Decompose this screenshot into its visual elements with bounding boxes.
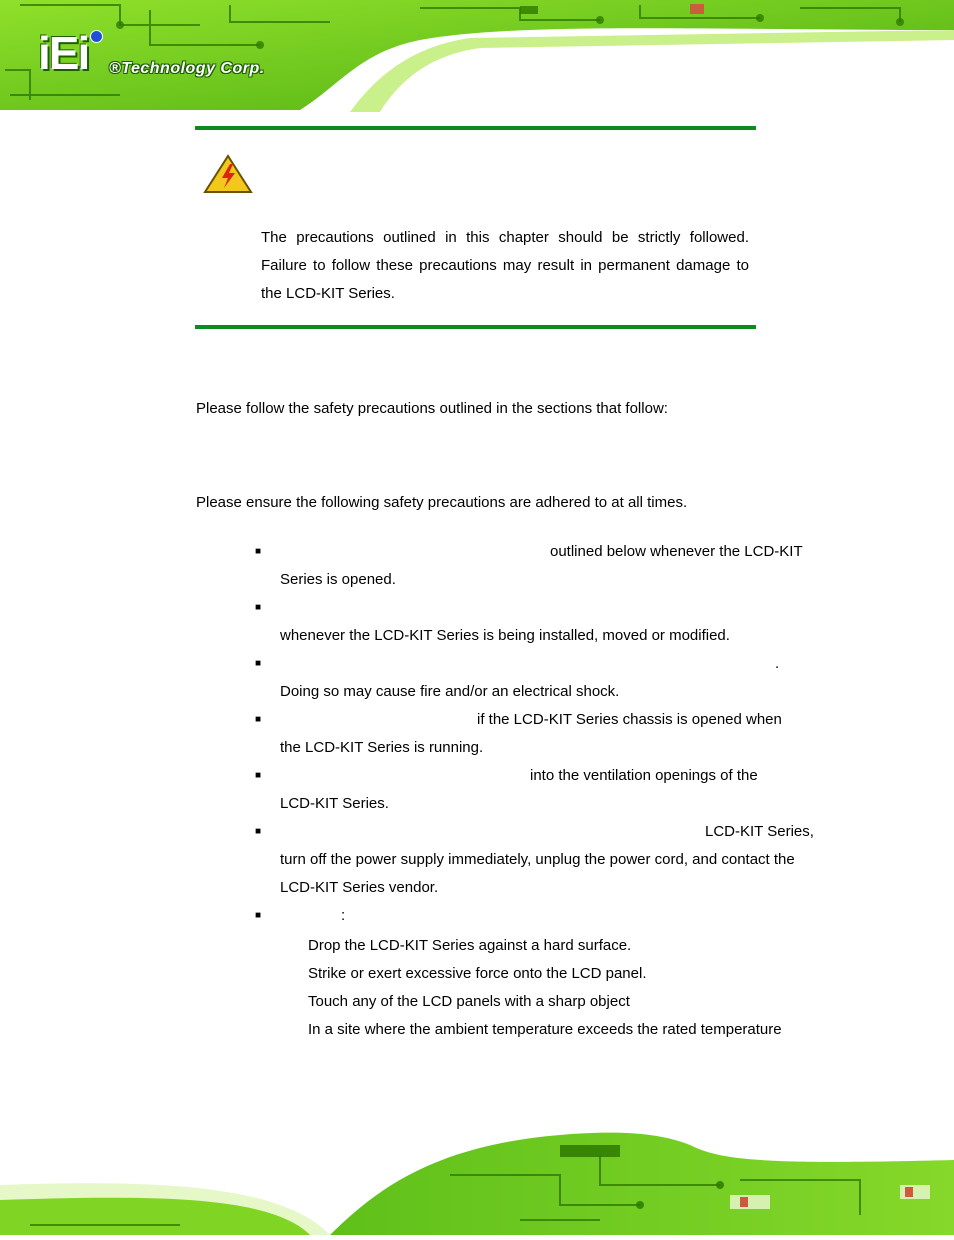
logo-dot-icon — [90, 30, 103, 43]
list-item-text: outlined below whenever the LCD-KIT — [550, 543, 803, 560]
page-footer-banner — [0, 1125, 954, 1235]
warning-message: The precautions outlined in this chapter should be strictly followed. Failure to follow these precautions may result in permanent damage to the LCD-KIT Series. — [261, 229, 749, 302]
bullet-square-icon: ■ — [255, 658, 262, 669]
circuit-board-graphic — [0, 1125, 954, 1235]
list-item — [255, 818, 825, 902]
safety-precautions-list — [255, 538, 825, 1044]
sub-list-item: Touch any of the LCD panels with a sharp object — [308, 993, 630, 1010]
warning-top-rule — [195, 126, 756, 130]
iei-logo: iEi — [38, 27, 89, 79]
list-item-text: Doing so may cause fire and/or an electrical shock. — [280, 683, 620, 700]
list-item-text: the LCD-KIT Series is running. — [280, 739, 484, 756]
sub-list-item: In a site where the ambient temperature exceeds the rated temperature — [308, 1021, 782, 1038]
list-item-text: LCD-KIT Series. — [280, 795, 389, 812]
sub-list-item: Drop the LCD-KIT Series against a hard surface. — [308, 937, 632, 954]
list-item — [255, 594, 825, 650]
circuit-board-graphic — [0, 0, 954, 112]
list-item — [255, 762, 825, 818]
bullet-square-icon: ■ — [255, 546, 262, 557]
warning-bottom-rule — [195, 325, 756, 329]
list-item-text: if the LCD-KIT Series chassis is opened when — [477, 711, 782, 728]
bullet-square-icon: ■ — [255, 910, 262, 921]
list-item-text: Series is opened. — [280, 571, 396, 588]
list-item — [255, 538, 825, 594]
bullet-square-icon: ■ — [255, 770, 262, 781]
page-header-banner — [0, 0, 954, 112]
list-item-text: . — [775, 655, 780, 672]
bullet-square-icon: ■ — [255, 602, 262, 613]
list-item-text: turn off the power supply immediately, unplug the power cord, and contact the — [280, 851, 795, 868]
company-name: ®Technology Corp. — [109, 60, 265, 77]
list-item-text: LCD-KIT Series, — [705, 823, 814, 840]
list-item-text: LCD-KIT Series vendor. — [280, 879, 439, 896]
list-item-text — [255, 594, 825, 622]
list-item-text: whenever the LCD-KIT Series is being installed, moved or modified. — [280, 627, 730, 644]
list-item — [255, 650, 825, 706]
safety-intro-paragraph: Please ensure the following safety precautions are adhered to at all times. — [196, 494, 688, 511]
warning-triangle-icon — [203, 154, 253, 194]
list-item — [255, 706, 825, 762]
intro-paragraph: Please follow the safety precautions outlined in the sections that follow: — [196, 400, 668, 417]
bullet-square-icon: ■ — [255, 714, 262, 725]
sub-list-item: Strike or exert excessive force onto the LCD panel. — [308, 965, 647, 982]
bullet-square-icon: ■ — [255, 826, 262, 837]
list-item-text: : — [341, 907, 346, 924]
list-item-text: into the ventilation openings of the — [530, 767, 758, 784]
list-item — [255, 902, 825, 930]
